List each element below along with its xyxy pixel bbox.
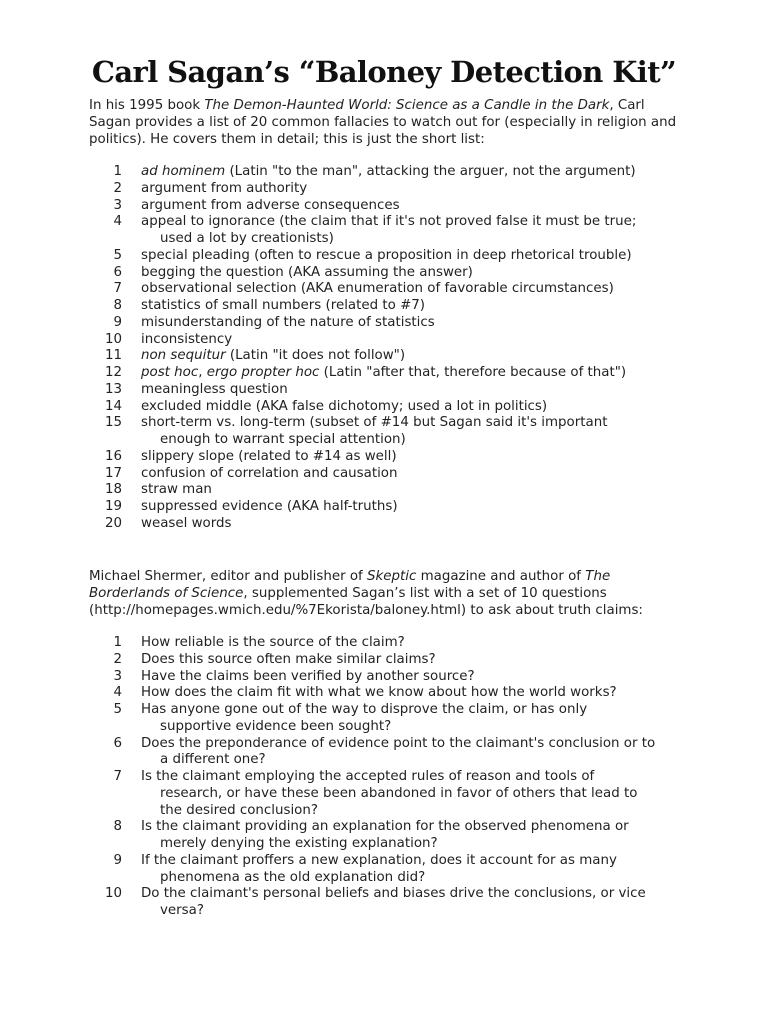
fallacies-list (0, 164, 768, 533)
question-item-text: a different one? (160, 752, 266, 768)
fallacy-item (0, 181, 768, 198)
fallacy-item (0, 466, 768, 483)
fallacy-item-number: 20 (104, 515, 122, 531)
fallacy-item (0, 348, 768, 365)
fallacy-item-number: 2 (113, 180, 122, 196)
question-item-number: 8 (113, 819, 122, 835)
question-item (0, 736, 768, 770)
fallacy-item-number: 3 (113, 197, 122, 213)
fallacy-item-number: 15 (104, 415, 122, 431)
question-item-text: versa? (160, 903, 204, 918)
question-item (0, 635, 768, 652)
fallacy-item-text: meaningless question (141, 381, 288, 397)
question-item-number: 7 (113, 769, 122, 784)
fallacy-item-text: excluded middle (AKA false dichotomy; used a lot in politics) (141, 398, 548, 414)
fallacy-item (0, 499, 768, 516)
fallacy-item-number: 5 (113, 247, 122, 263)
fallacy-item-text: weasel words (141, 515, 232, 531)
fallacy-item-text: statistics of small numbers (related to #7) (141, 298, 426, 313)
fallacy-item-text: misunderstanding of the nature of statistics (141, 314, 435, 330)
question-item-text: How does the claim fit with what we know about how the world works? (141, 685, 617, 701)
fallacy-item-text: argument from authority (141, 180, 308, 196)
fallacy-item (0, 265, 768, 282)
fallacy-item-text: straw man (141, 482, 212, 498)
fallacy-item (0, 482, 768, 499)
page-title: Carl Sagan’s “Baloney Detection Kit” (91, 55, 677, 90)
question-item-text: Do the claimant's personal beliefs and biases drive the conclusions, or vice (141, 886, 646, 902)
fallacy-item (0, 365, 768, 382)
fallacy-item-number: 6 (113, 264, 122, 280)
intro-text-pre: In his 1995 book (89, 98, 205, 113)
fallacy-item-text: argument from adverse consequences (141, 197, 400, 213)
question-item-text: research, or have these been abandoned in favor of others that lead to (160, 785, 638, 801)
fallacy-item-number: 12 (104, 365, 122, 380)
fallacy-item (0, 214, 768, 248)
fallacy-item (0, 415, 768, 449)
question-item-text: phenomena as the old explanation did? (160, 869, 426, 885)
fallacy-item-text: short-term vs. long-term (subset of #14 but Sagan said it's important (141, 415, 608, 431)
question-item-number: 5 (113, 702, 122, 717)
fallacy-item-number: 13 (104, 381, 122, 397)
shermer-text-post: , supplemented Sagan’s list with a set of 10 questions (http://homepages.wmich.edu/%7Ekorista/baloney.html) to ask about truth claims: (89, 586, 643, 618)
fallacy-item (0, 315, 768, 332)
question-item-number: 2 (113, 651, 122, 667)
fallacy-item-number: 11 (104, 348, 122, 364)
question-item-text: supportive evidence been sought? (160, 718, 392, 734)
fallacy-item-text: observational selection (AKA enumeration of favorable circumstances) (141, 281, 614, 297)
question-item-text: Has anyone gone out of the way to disprove the claim, or has only (141, 702, 588, 717)
fallacy-item (0, 164, 768, 181)
fallacy-item-number: 8 (113, 298, 122, 313)
fallacy-item (0, 198, 768, 215)
fallacy-item-number: 14 (104, 398, 122, 414)
shermer-paragraph (89, 568, 679, 619)
fallacy-item (0, 399, 768, 416)
question-item (0, 886, 768, 920)
fallacy-item (0, 516, 768, 533)
fallacy-item-text: suppressed evidence (AKA half-truths) (141, 499, 398, 514)
fallacy-item-number: 10 (104, 331, 122, 347)
question-item (0, 652, 768, 669)
fallacy-item-number: 18 (104, 482, 122, 498)
fallacy-item (0, 248, 768, 265)
shermer-text-pre: Michael Shermer, editor and publisher of (89, 569, 368, 584)
shermer-text-mid: magazine and author of (416, 569, 586, 584)
fallacy-item-text: used a lot by creationists) (160, 231, 334, 246)
fallacy-item-text: slippery slope (related to #14 as well) (141, 448, 397, 464)
fallacy-item-number: 1 (113, 164, 122, 179)
question-item-text: Have the claims been verified by another source? (141, 668, 475, 684)
fallacy-item-number: 4 (113, 214, 122, 230)
fallacy-item-number: 9 (113, 314, 122, 330)
question-item-text: Is the claimant employing the accepted rules of reason and tools of (141, 769, 595, 784)
question-item-text: the desired conclusion? (160, 802, 318, 818)
shermer-magazine-title: Skeptic (367, 569, 417, 584)
fallacy-item-text: enough to warrant special attention) (160, 432, 406, 447)
question-item-text: Does the preponderance of evidence point to the claimant's conclusion or to (141, 735, 656, 751)
fallacy-item-number: 7 (113, 281, 122, 297)
question-item-text: If the claimant proffers a new explanation, does it account for as many (141, 852, 617, 868)
fallacy-item (0, 449, 768, 466)
question-item-text: Is the claimant providing an explanation for the observed phenomena or (141, 819, 629, 835)
question-item (0, 669, 768, 686)
fallacy-item-text: post hoc, ergo propter hoc (Latin "after that, therefore because of that") (141, 365, 627, 380)
question-item (0, 769, 768, 819)
questions-list (0, 635, 768, 920)
fallacy-item-text: inconsistency (141, 331, 233, 347)
fallacy-item-text: begging the question (AKA assuming the answer) (141, 264, 473, 280)
fallacy-item-text: ad hominem (Latin "to the man", attacking the arguer, not the argument) (141, 164, 636, 179)
question-item-number: 9 (113, 852, 122, 868)
shermer-book-title: The Borderlands of Science (89, 569, 611, 601)
question-item-text: merely denying the existing explanation? (160, 836, 438, 851)
fallacy-item (0, 298, 768, 315)
question-item (0, 702, 768, 736)
fallacy-item (0, 281, 768, 298)
fallacy-item (0, 332, 768, 349)
question-item (0, 853, 768, 887)
question-item-text: Does this source often make similar claims? (141, 651, 436, 667)
question-item-text: How reliable is the source of the claim? (141, 635, 405, 650)
question-item-number: 10 (104, 886, 122, 902)
question-item (0, 819, 768, 853)
fallacy-item-number: 16 (104, 448, 122, 464)
question-item-number: 6 (113, 735, 122, 751)
fallacy-item-number: 19 (104, 499, 122, 514)
fallacy-item-text: special pleading (often to rescue a proposition in deep rhetorical trouble) (141, 247, 632, 263)
question-item-number: 3 (113, 668, 122, 684)
question-item-number: 4 (113, 685, 122, 701)
question-item (0, 685, 768, 702)
intro-text-post: , Carl Sagan provides a list of 20 common fallacies to watch out for (especially in religion and politics). He covers them in detail; this is just the short list: (89, 98, 677, 147)
question-item-number: 1 (113, 635, 122, 650)
fallacy-item (0, 382, 768, 399)
fallacy-item-number: 17 (104, 465, 122, 481)
fallacy-item-text: confusion of correlation and causation (141, 465, 398, 481)
fallacy-item-text: non sequitur (Latin "it does not follow") (141, 348, 406, 364)
intro-book-title: The Demon-Haunted World: Science as a Candle in the Dark (204, 98, 610, 113)
fallacy-item-text: appeal to ignorance (the claim that if it's not proved false it must be true; (141, 214, 637, 230)
intro-paragraph (89, 97, 679, 148)
